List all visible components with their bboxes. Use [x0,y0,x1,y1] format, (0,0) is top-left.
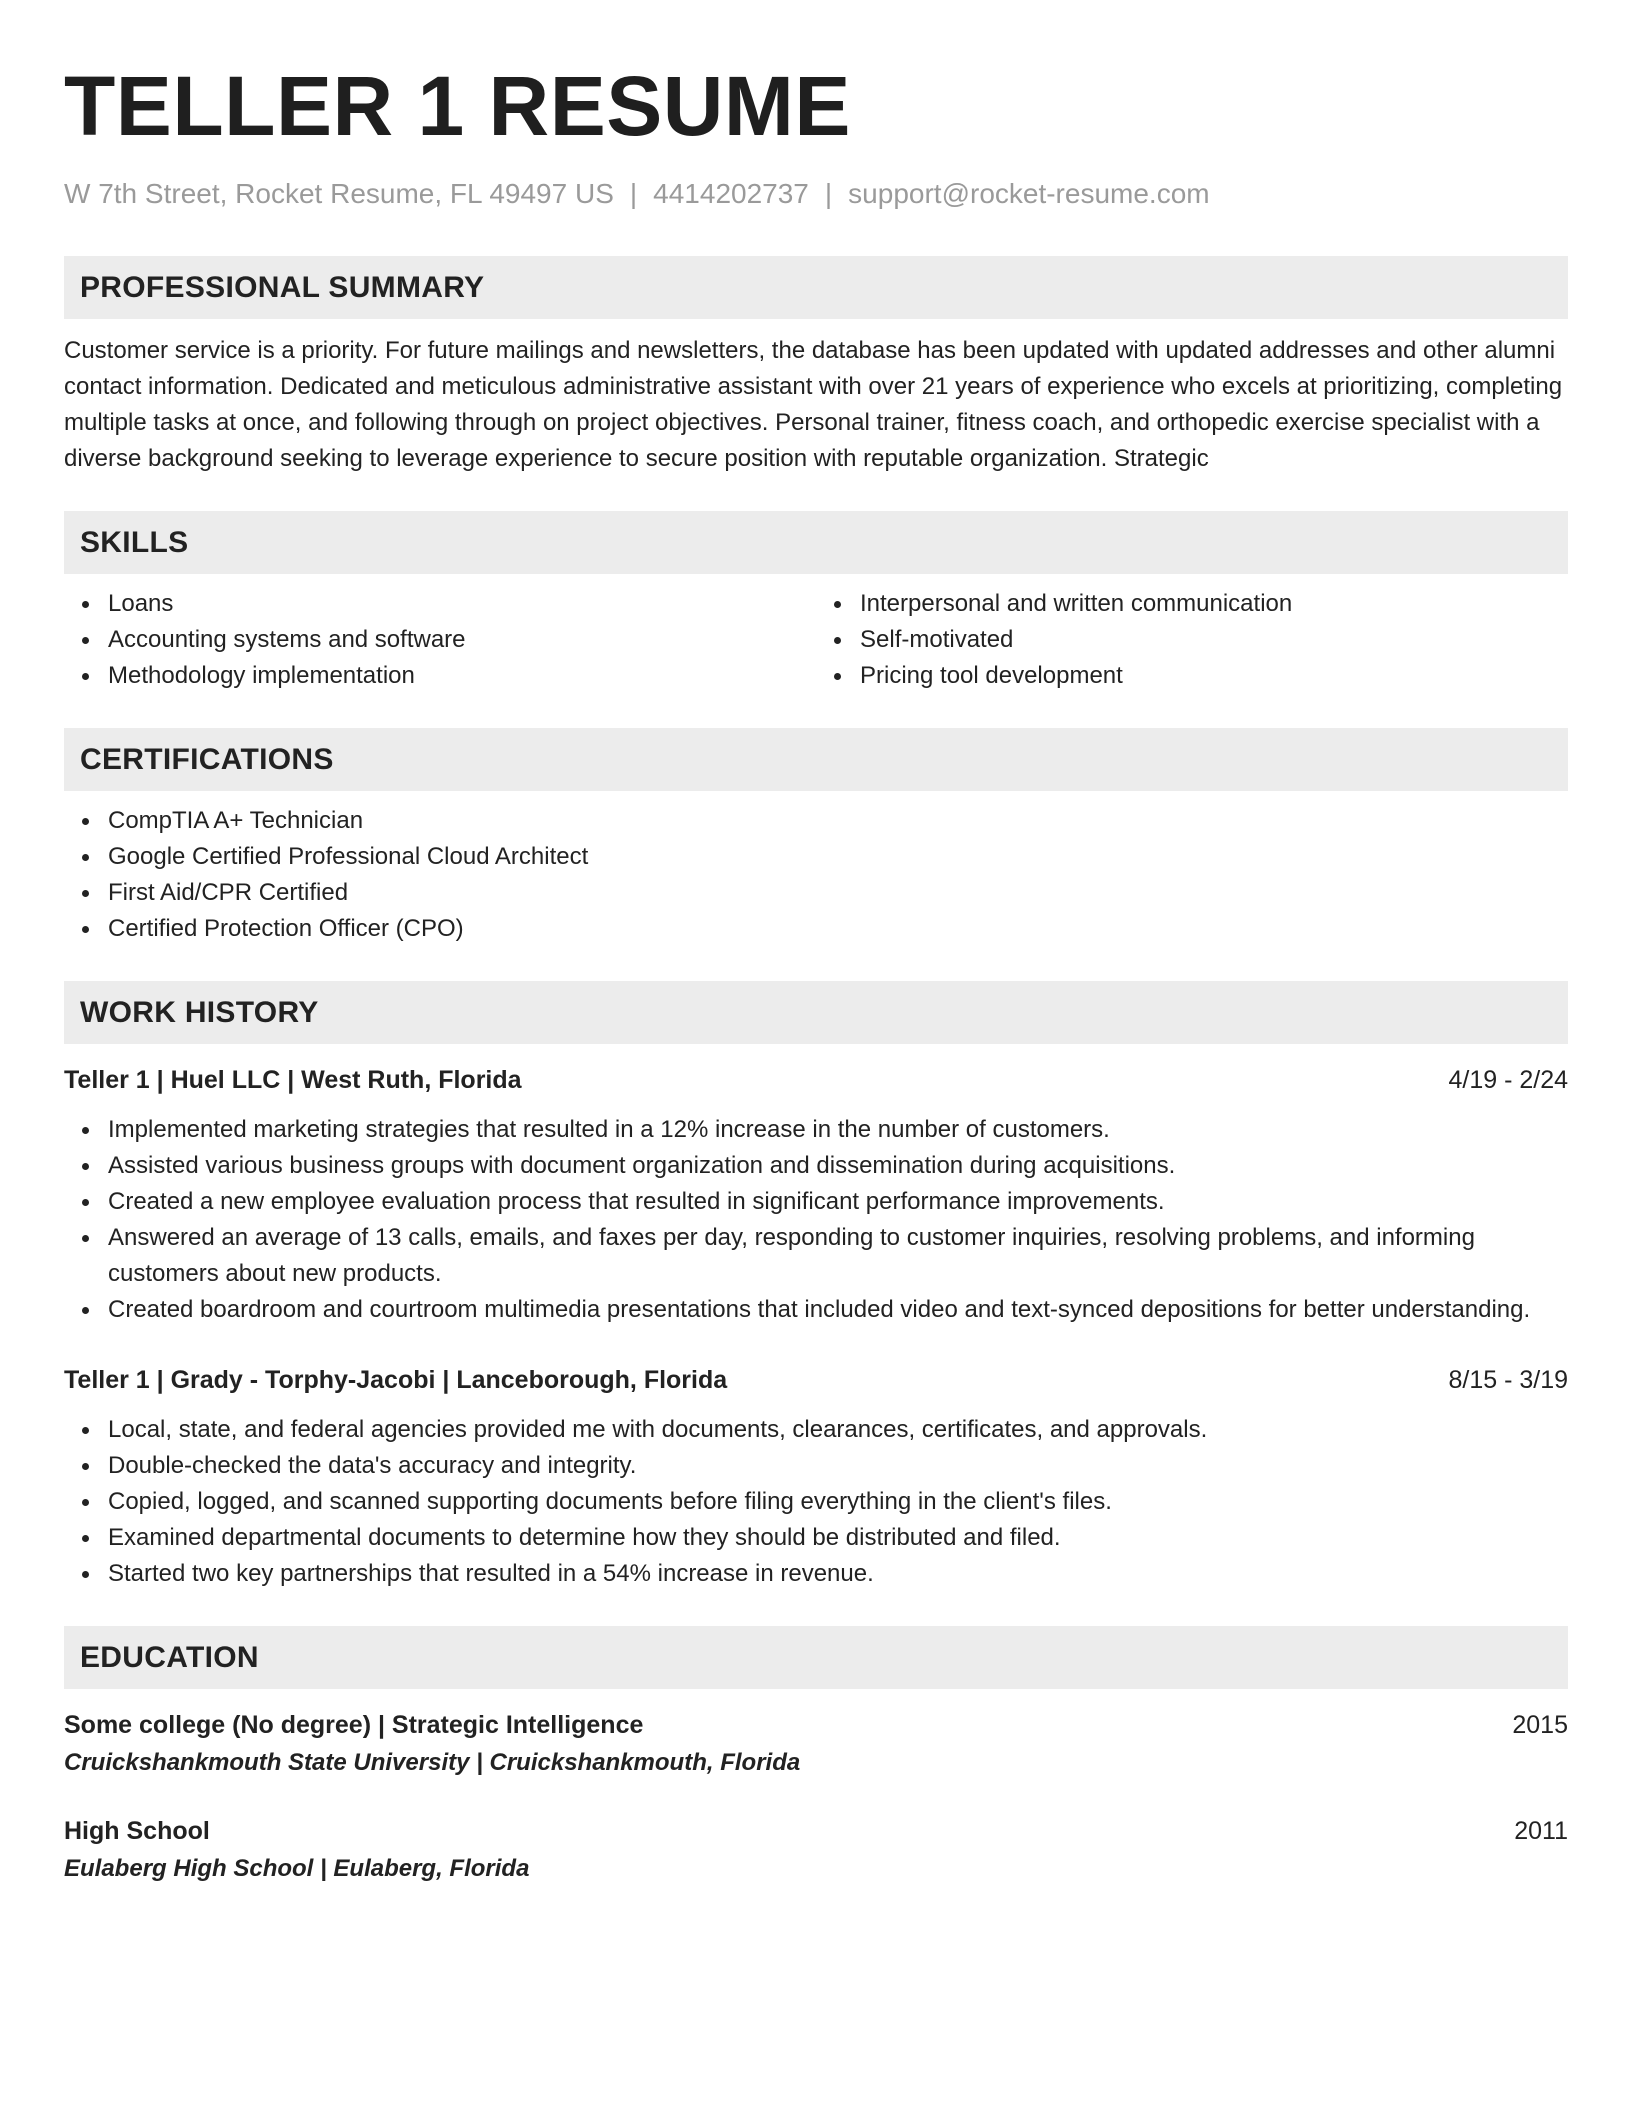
summary-text: Customer service is a priority. For future mailings and newsletters, the database has been updated with updated addresses and other alumni contact information. Dedicated and meticulous administrative assistant with over 21 years of experience who excels at prioritizing, completing multiple tasks at once, and following through on project objectives. Personal trainer, fitness coach, and orthopedic exercise specialist with a diverse background seeking to leverage experience to secure position with reputable organization. Strategic [64,337,1563,472]
section-header-education: EDUCATION [64,1626,1568,1689]
job-bullets [64,1412,1568,1592]
education-degree: High School [64,1817,210,1845]
skills-grid [64,586,1568,694]
job-entry [64,1062,1568,1328]
job-bullet: Local, state, and federal agencies provided me with documents, clearances, certificates, and approvals. [108,1412,1568,1448]
contact-phone: 4414202737 [653,178,809,209]
job-title: Teller 1 | Grady - Torphy-Jacobi | Lanceborough, Florida [64,1366,728,1394]
contact-separator: | [824,178,833,209]
job-dates: 4/19 - 2/24 [1448,1066,1568,1094]
section-header-work-history: WORK HISTORY [64,981,1568,1044]
skills-column-right [816,586,1568,694]
job-header [64,1062,1568,1098]
education-entry [64,1813,1568,1887]
certification-item: CompTIA A+ Technician [108,803,1568,839]
job-bullet: Copied, logged, and scanned supporting documents before filing everything in the client's files. [108,1484,1568,1520]
job-header [64,1362,1568,1398]
job-bullet: Answered an average of 13 calls, emails, and faxes per day, responding to customer inquiries, resolving problems, and informing customers about new products. [108,1220,1568,1292]
skill-item: Methodology implementation [108,658,816,694]
skill-item: Pricing tool development [860,658,1568,694]
job-bullet: Created boardroom and courtroom multimedia presentations that included video and text-synced depositions for better understanding. [108,1292,1568,1328]
job-bullet: Assisted various business groups with document organization and dissemination during acquisitions. [108,1148,1568,1184]
contact-line [64,176,1568,212]
skill-item: Loans [108,586,816,622]
job-bullet: Started two key partnerships that resulted in a 54% increase in revenue. [108,1556,1568,1592]
section-header-summary: PROFESSIONAL SUMMARY [64,256,1568,319]
contact-email: support@rocket-resume.com [848,178,1210,209]
job-bullet: Double-checked the data's accuracy and integrity. [108,1448,1568,1484]
skill-item: Interpersonal and written communication [860,586,1568,622]
contact-address: W 7th Street, Rocket Resume, FL 49497 US [64,178,614,209]
skill-item: Self-motivated [860,622,1568,658]
certification-item: Google Certified Professional Cloud Architect [108,839,1568,875]
education-header [64,1707,1568,1743]
job-bullet: Created a new employee evaluation process that resulted in significant performance improvements. [108,1184,1568,1220]
skills-column-left [64,586,816,694]
education-school: Cruickshankmouth State University | Cruickshankmouth, Florida [64,1749,801,1776]
education-degree: Some college (No degree) | Strategic Intelligence [64,1711,644,1739]
skills-list-right [816,586,1568,694]
certification-item: First Aid/CPR Certified [108,875,1568,911]
skill-item: Accounting systems and software [108,622,816,658]
contact-separator: | [629,178,638,209]
education-year: 2015 [1512,1711,1568,1739]
education-year: 2011 [1514,1817,1568,1845]
education-school: Eulaberg High School | Eulaberg, Florida [64,1855,530,1882]
certifications-list [64,803,1568,947]
education-header [64,1813,1568,1849]
resume-title: TELLER 1 RESUME [64,59,851,153]
job-title: Teller 1 | Huel LLC | West Ruth, Florida [64,1066,522,1094]
job-bullets [64,1112,1568,1328]
skills-list-left [64,586,816,694]
education-entry [64,1707,1568,1781]
job-bullet: Implemented marketing strategies that resulted in a 12% increase in the number of customers. [108,1112,1568,1148]
job-entry [64,1362,1568,1592]
section-header-skills: SKILLS [64,511,1568,574]
job-dates: 8/15 - 3/19 [1448,1366,1568,1394]
job-bullet: Examined departmental documents to determine how they should be distributed and filed. [108,1520,1568,1556]
certification-item: Certified Protection Officer (CPO) [108,911,1568,947]
section-header-certifications: CERTIFICATIONS [64,728,1568,791]
